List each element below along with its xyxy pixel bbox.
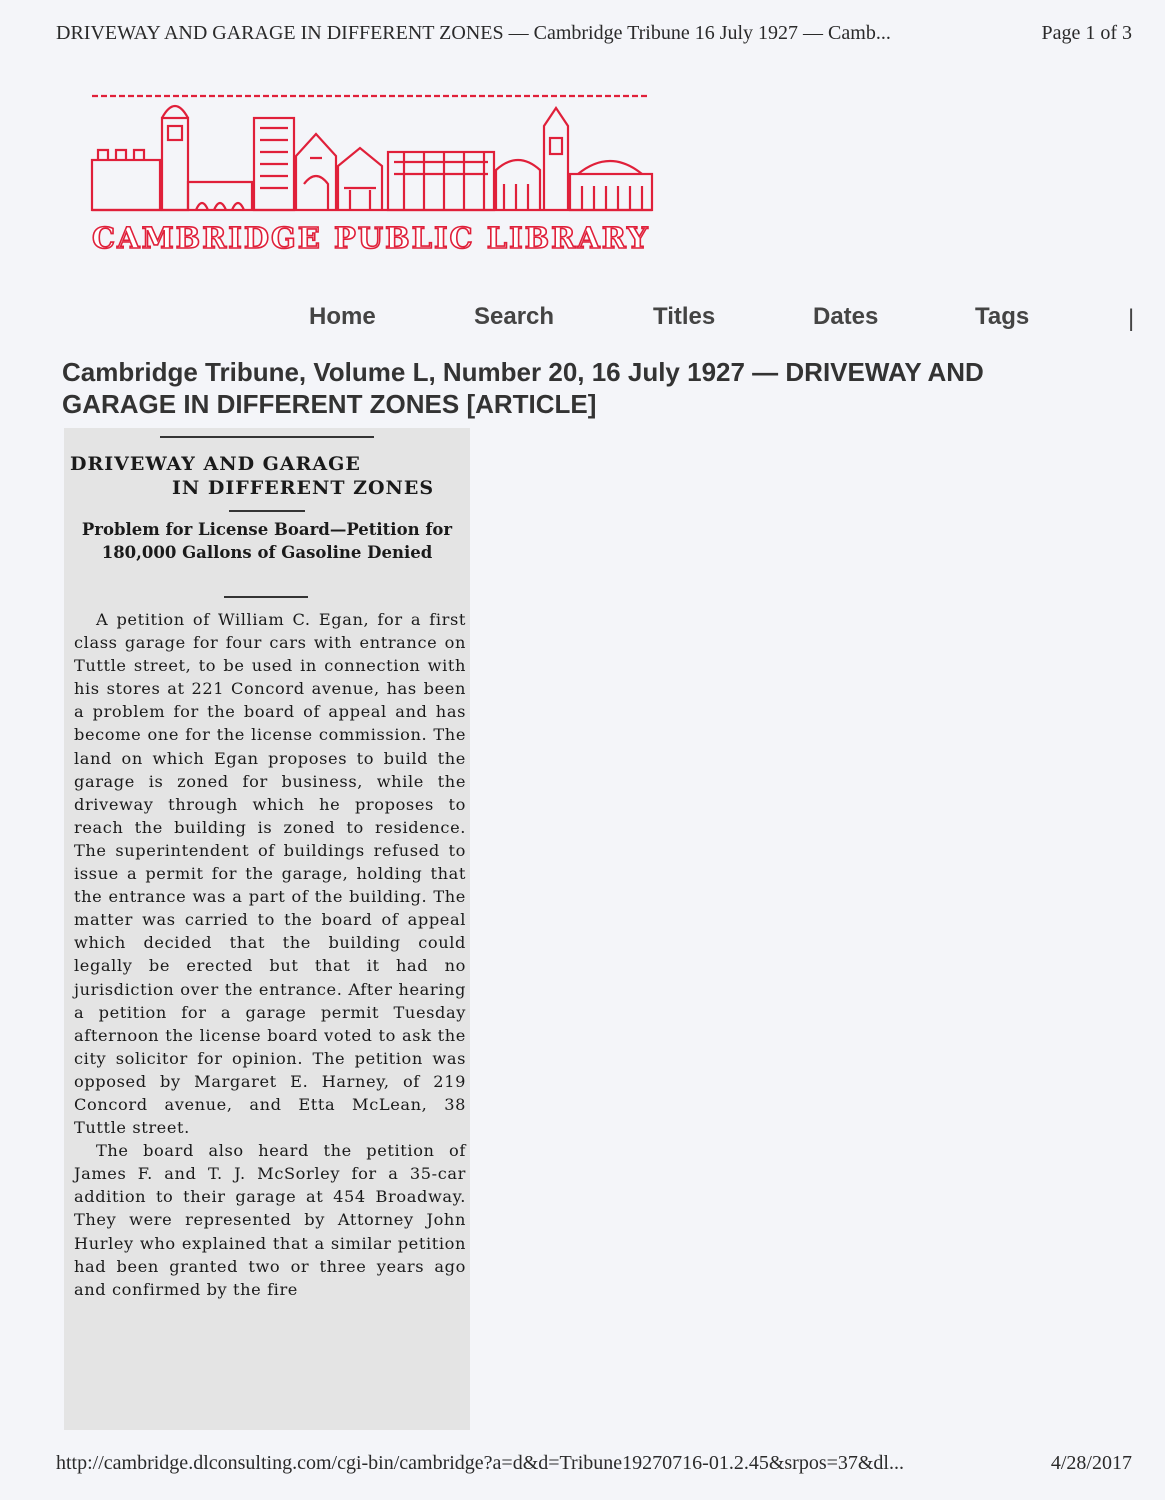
newspaper-clipping-image — [64, 428, 470, 1430]
clipping-subheadline: Problem for License Board—Petition for 180,000 Gallons of Gasoline Denied — [81, 520, 453, 562]
clipping-headline-line-2: IN DIFFERENT ZONES — [172, 477, 435, 499]
print-header-page-number: Page 1 of 3 — [1041, 22, 1132, 44]
article-title: Cambridge Tribune, Volume L, Number 20, 16 July 1927 — DRIVEWAY AND GARAGE IN DIFFERENT ZONES [ARTICLE] — [62, 357, 984, 419]
main-navigation — [0, 303, 1165, 337]
clipping-divider-rule — [224, 596, 308, 598]
logo-skyline-graphic — [88, 88, 660, 258]
nav-home-link[interactable]: Home — [309, 303, 376, 330]
nav-search-link[interactable]: Search — [474, 303, 555, 330]
clipping-top-rule — [160, 436, 374, 438]
nav-tags-link[interactable]: Tags — [975, 303, 1030, 330]
nav-separator: | — [1128, 305, 1135, 332]
clipping-headline-line-1: DRIVEWAY AND GARAGE — [70, 453, 361, 475]
nav-titles-link[interactable]: Titles — [653, 303, 716, 330]
clipping-headline — [64, 452, 470, 500]
clipping-paragraph: The board also heard the petition of James F. and T. J. McSorley for a 35-car addition to their garage at 454 Broadway. They were represented by Attorney John Hurley who explained that a similar petition had been granted two or three years ago and confirmed by the fire — [74, 1141, 466, 1299]
print-header-title: DRIVEWAY AND GARAGE IN DIFFERENT ZONES — Cambridge Tribune 16 July 1927 — Camb... — [56, 22, 891, 44]
clipping-divider-rule — [229, 510, 305, 512]
logo-wordmark: CAMBRIDGE PUBLIC LIBRARY — [92, 221, 650, 255]
print-footer-url: http://cambridge.dlconsulting.com/cgi-bin/cambridge?a=d&d=Tribune19270716-01.2.45&srpos=37&dl... — [56, 1452, 904, 1474]
clipping-paragraph: A petition of William C. Egan, for a first class garage for four cars with entrance on Tuttle street, to be used in connection with his stores at 221 Concord avenue, has been a problem for the board of appeal and has become one for the license commission. The land on which Egan proposes to build the garage is zoned for business, while the driveway through which he proposes to reach the building is zoned to residence. The superintendent of buildings refused to issue a permit for the garage, holding that the entrance was a part of the building. The matter was carried to the board of appeal which decided that the building could legally be erected but that it had no jurisdiction over the entrance. After hearing a petition for a garage permit Tuesday afternoon the license board voted to ask the city solicitor for opinion. The petition was opposed by Margaret E. Harney, of 219 Concord avenue, and Etta McLean, 38 Tuttle street. — [74, 610, 466, 1138]
nav-dates-link[interactable]: Dates — [813, 303, 879, 330]
clipping-body — [74, 608, 466, 1301]
print-footer-date: 4/28/2017 — [1050, 1452, 1132, 1474]
cambridge-public-library-logo[interactable] — [88, 88, 660, 258]
